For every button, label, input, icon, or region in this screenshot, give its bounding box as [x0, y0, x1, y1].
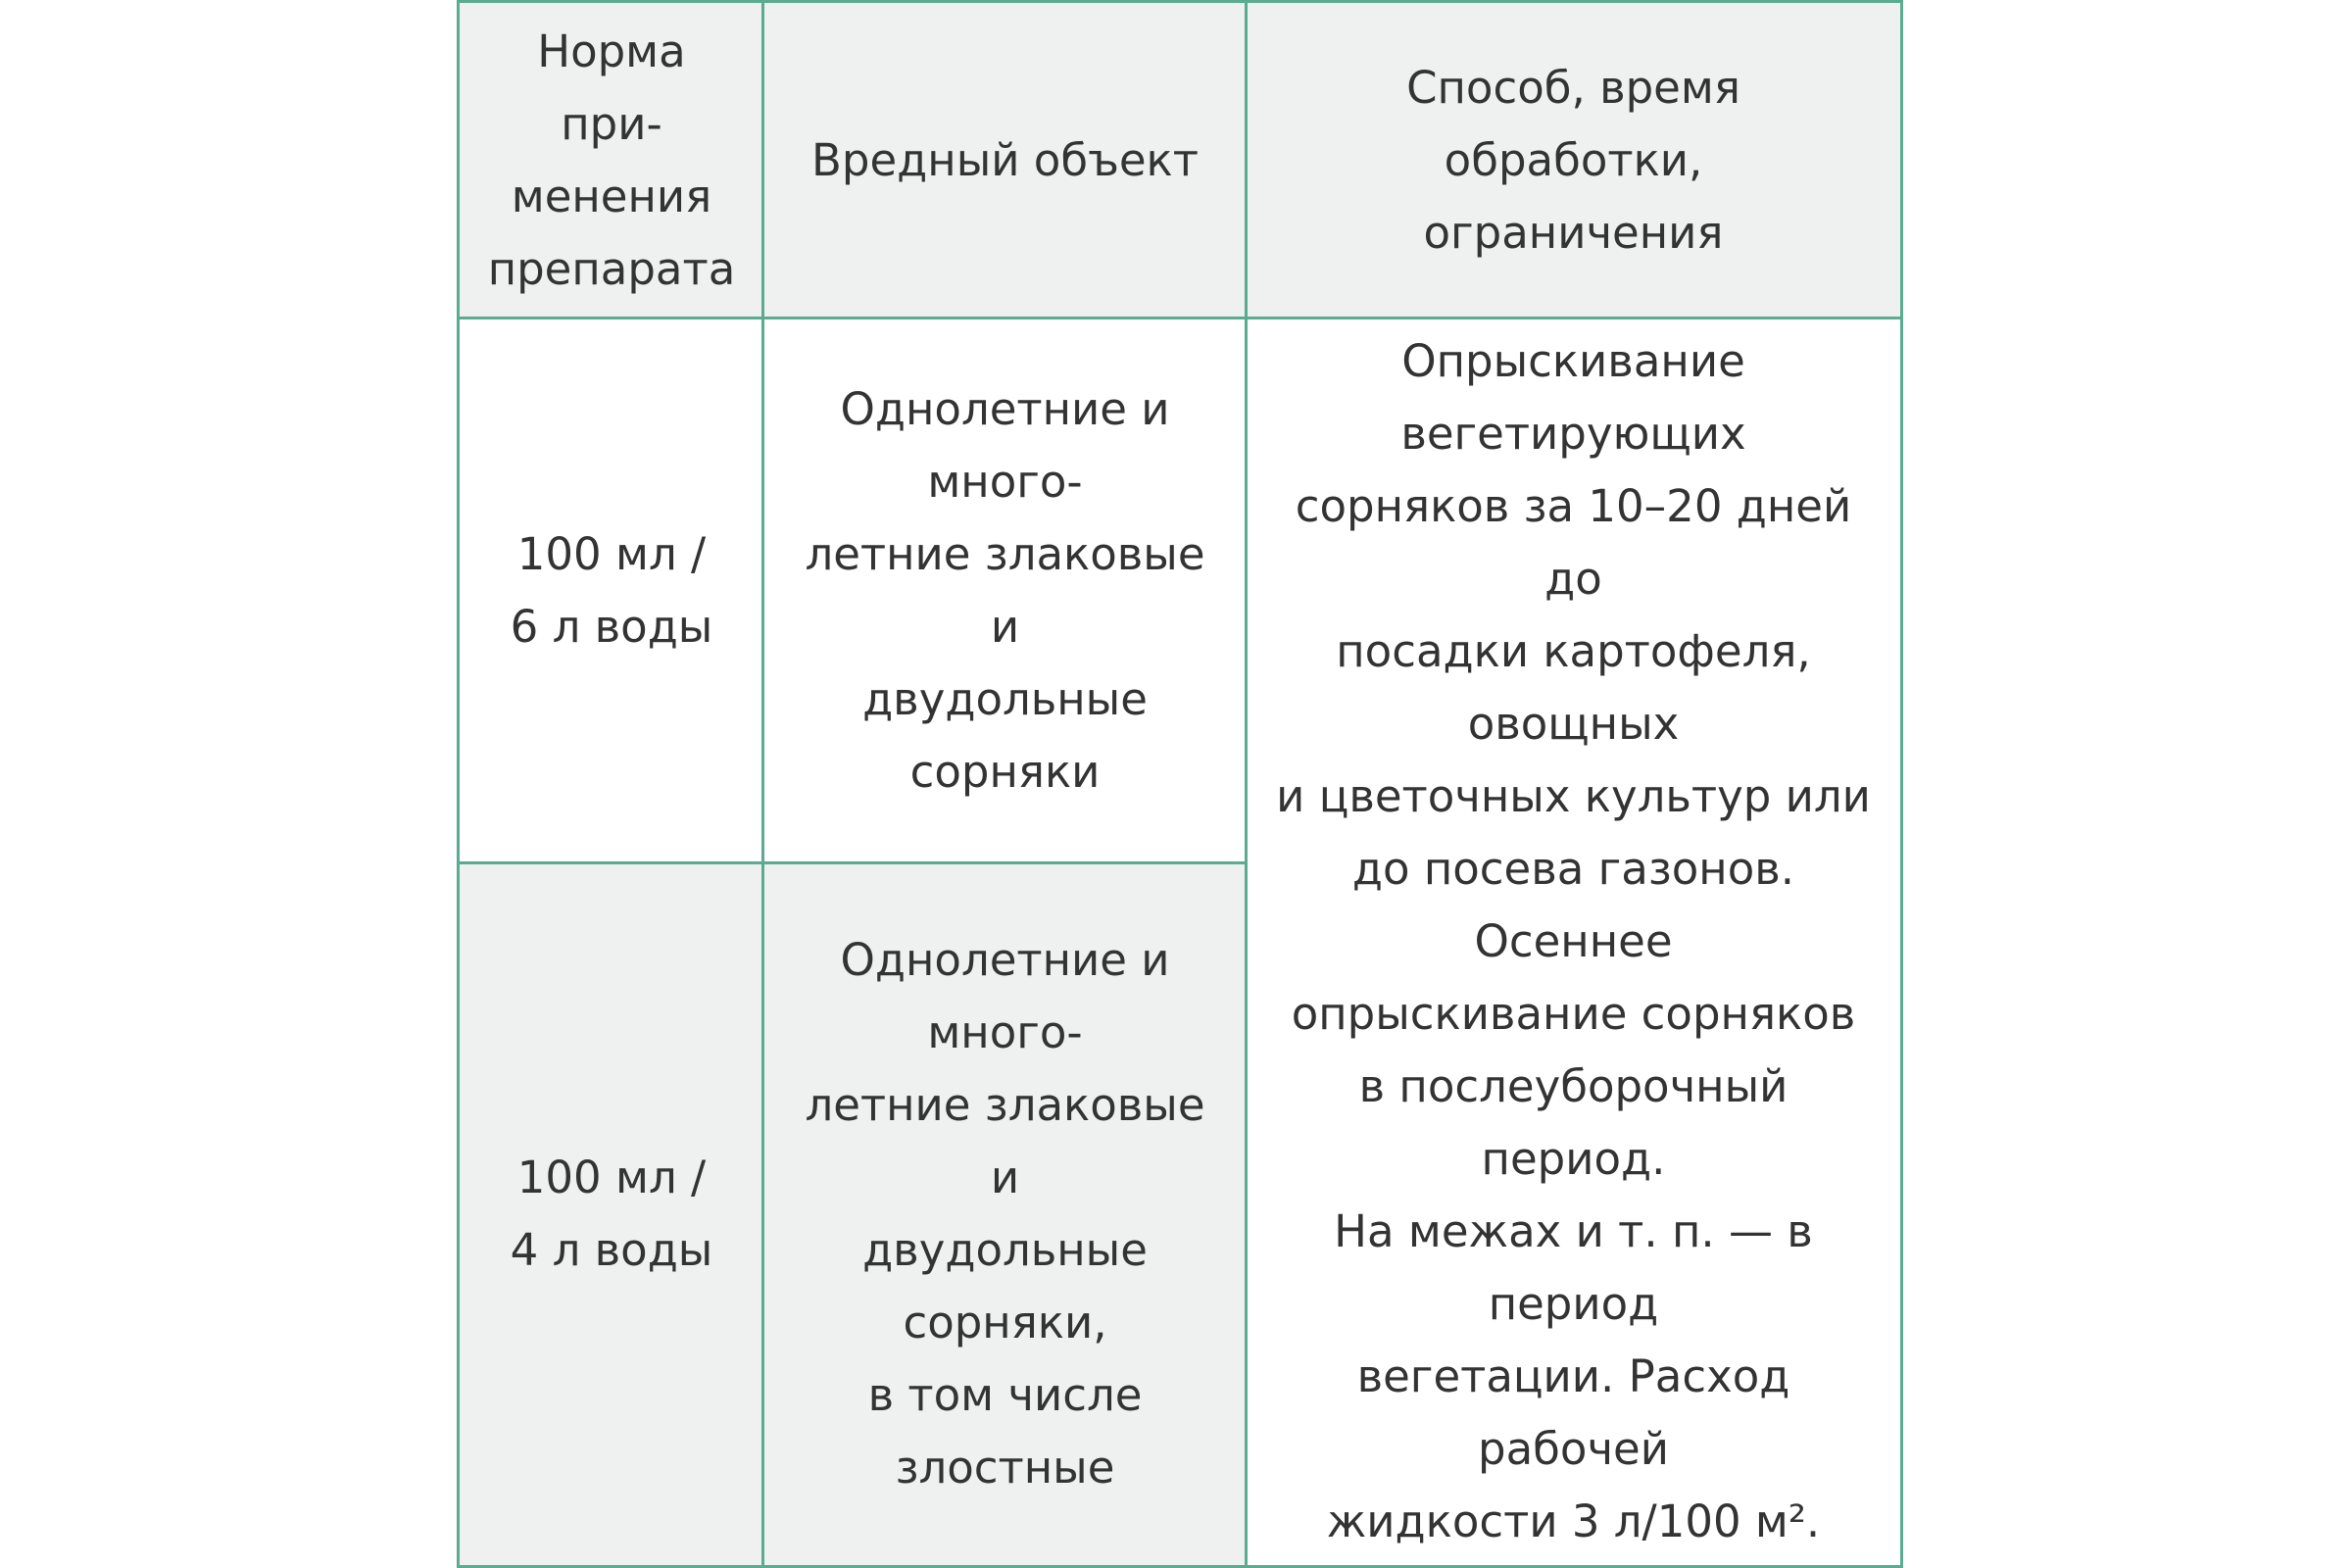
row-2-target-cell — [763, 863, 1247, 1565]
row-2-target-line: злостные — [895, 1442, 1115, 1494]
method-line: до — [1544, 553, 1602, 605]
method-line: до посева газонов. — [1351, 843, 1795, 895]
header-cell-target — [763, 3, 1247, 318]
header-norm-text — [488, 16, 736, 306]
row-2-norm-text — [511, 1142, 713, 1287]
row-2-target-line: Однолетние и — [840, 934, 1170, 986]
method-line: сорняков за 10–20 дней — [1295, 480, 1852, 532]
row-2-target-line: двудольные — [862, 1224, 1148, 1276]
row-1-target-line: Однолетние и — [840, 383, 1170, 435]
row-1-norm-text — [511, 518, 713, 663]
method-text — [1276, 325, 1871, 1558]
row-2-norm-cell — [460, 863, 763, 1565]
row-2-target-line: и — [990, 1152, 1020, 1203]
header-method-line: обработки, — [1444, 134, 1703, 186]
method-line: На межах и т. п. — в — [1334, 1205, 1813, 1257]
row-2-target-line: сорняки, — [903, 1297, 1107, 1348]
header-norm-line: менения — [511, 171, 712, 222]
row-2-target-line: в том числе — [867, 1369, 1143, 1421]
method-line: вегетирующих — [1400, 408, 1746, 460]
header-target-line: Вредный объект — [811, 134, 1199, 186]
header-method-line: Способ, время — [1406, 62, 1740, 114]
grid-line-header — [460, 317, 1900, 319]
header-method-text — [1406, 52, 1740, 270]
method-line: и цветочных культур или — [1276, 770, 1871, 822]
method-line: овощных — [1467, 698, 1680, 750]
row-2-target-text — [805, 924, 1204, 1504]
method-cell — [1247, 318, 1900, 1565]
row-1-norm-line: 100 мл / — [516, 528, 707, 580]
header-target-text — [811, 124, 1199, 197]
header-cell-norm — [460, 3, 763, 318]
row-2-norm-line: 4 л воды — [510, 1224, 713, 1276]
row-2-target-line: много- — [927, 1006, 1083, 1058]
treatment-table — [457, 0, 1903, 1568]
method-line: период — [1488, 1278, 1659, 1330]
header-norm-line: препарата — [487, 243, 736, 295]
row-1-norm-line: 6 л воды — [510, 601, 713, 653]
grid-line-vertical-2 — [1245, 3, 1248, 1565]
grid-line-vertical-1 — [761, 3, 764, 1565]
row-2-norm-line: 100 мл / — [516, 1152, 707, 1203]
header-norm-line: при- — [561, 98, 662, 150]
row-1-target-cell — [763, 318, 1247, 863]
method-line: период. — [1481, 1133, 1666, 1185]
grid-line-row-divider — [460, 861, 1247, 864]
row-1-norm-cell — [460, 318, 763, 863]
method-line: Осеннее — [1474, 915, 1673, 967]
row-1-target-line: много- — [927, 456, 1083, 508]
method-line: вегетации. Расход — [1356, 1350, 1790, 1402]
row-1-target-line: и — [990, 601, 1020, 653]
method-line: опрыскивание сорняков — [1291, 988, 1856, 1040]
row-2-target-line: летние злаковые — [805, 1079, 1205, 1131]
method-line: жидкости 3 л/100 м². — [1326, 1495, 1821, 1547]
header-cell-method — [1247, 3, 1900, 318]
row-1-target-line: летние злаковые — [805, 528, 1205, 580]
method-line: рабочей — [1478, 1423, 1669, 1475]
row-1-target-line: двудольные — [862, 673, 1148, 725]
row-1-target-text — [805, 373, 1204, 808]
header-norm-line: Норма — [537, 25, 686, 77]
header-method-line: ограничения — [1423, 207, 1724, 259]
method-line: в послеуборочный — [1358, 1060, 1788, 1112]
method-line: Опрыскивание — [1401, 335, 1745, 387]
row-1-target-line: сорняки — [909, 746, 1101, 798]
method-line: посадки картофеля, — [1336, 625, 1811, 677]
